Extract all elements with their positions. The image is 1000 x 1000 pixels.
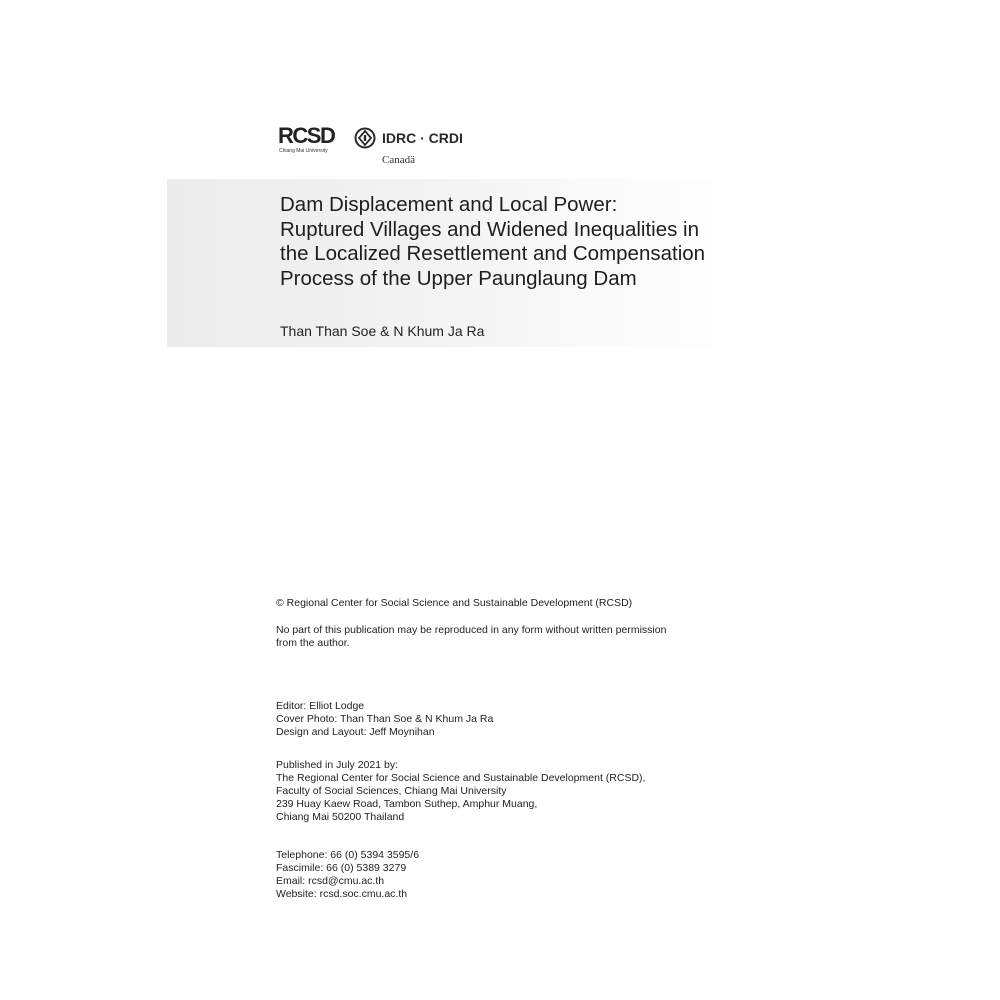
permission-notice-line: No part of this publication may be reproduced in any form without written permission — [276, 624, 667, 636]
title-line: the Localized Resettlement and Compensation — [280, 242, 706, 265]
title-line: Process of the Upper Paunglaung Dam — [280, 266, 637, 290]
title-line: Dam Displacement and Local Power: — [280, 193, 618, 216]
copyright-section — [276, 597, 756, 650]
idrc-logo-text: IDRC · CRDI — [382, 130, 463, 146]
publisher-org: The Regional Center for Social Science and Sustainable Development (RCSD), — [276, 772, 646, 784]
canada-wordmark: Canadä — [382, 154, 415, 166]
permission-notice-line: from the author. — [276, 637, 350, 649]
document-title — [280, 193, 760, 291]
publisher-logos — [278, 124, 478, 174]
copyright-notice: © Regional Center for Social Science and Sustainable Development (RCSD) — [276, 597, 633, 609]
email: Email: rcsd@cmu.ac.th — [276, 875, 385, 887]
rcsd-logo — [278, 124, 340, 158]
design-credit: Design and Layout: Jeff Moynihan — [276, 726, 435, 738]
website: Website: rcsd.soc.cmu.ac.th — [276, 888, 408, 900]
credits-section — [276, 700, 756, 739]
publisher-faculty: Faculty of Social Sciences, Chiang Mai University — [276, 785, 507, 797]
rcsd-logo-subtitle: Chiang Mai University — [279, 148, 328, 154]
authors: Than Than Soe & N Khum Ja Ra — [280, 323, 485, 339]
publisher-section — [276, 759, 756, 824]
publication-date: Published in July 2021 by: — [276, 759, 398, 771]
fax: Fascimile: 66 (0) 5389 3279 — [276, 862, 407, 874]
publisher-address: 239 Huay Kaew Road, Tambon Suthep, Amphur Muang, — [276, 798, 538, 810]
idrc-emblem-icon — [354, 127, 376, 149]
contact-section — [276, 849, 756, 901]
telephone: Telephone: 66 (0) 5394 3595/6 — [276, 849, 420, 861]
rcsd-logo-mark: RCSD — [278, 123, 335, 148]
editor-credit: Editor: Elliot Lodge — [276, 700, 365, 712]
cover-photo-credit: Cover Photo: Than Than Soe & N Khum Ja Ra — [276, 713, 494, 725]
title-line: Ruptured Villages and Widened Inequalities in — [280, 217, 700, 241]
publisher-address: Chiang Mai 50200 Thailand — [276, 811, 405, 823]
